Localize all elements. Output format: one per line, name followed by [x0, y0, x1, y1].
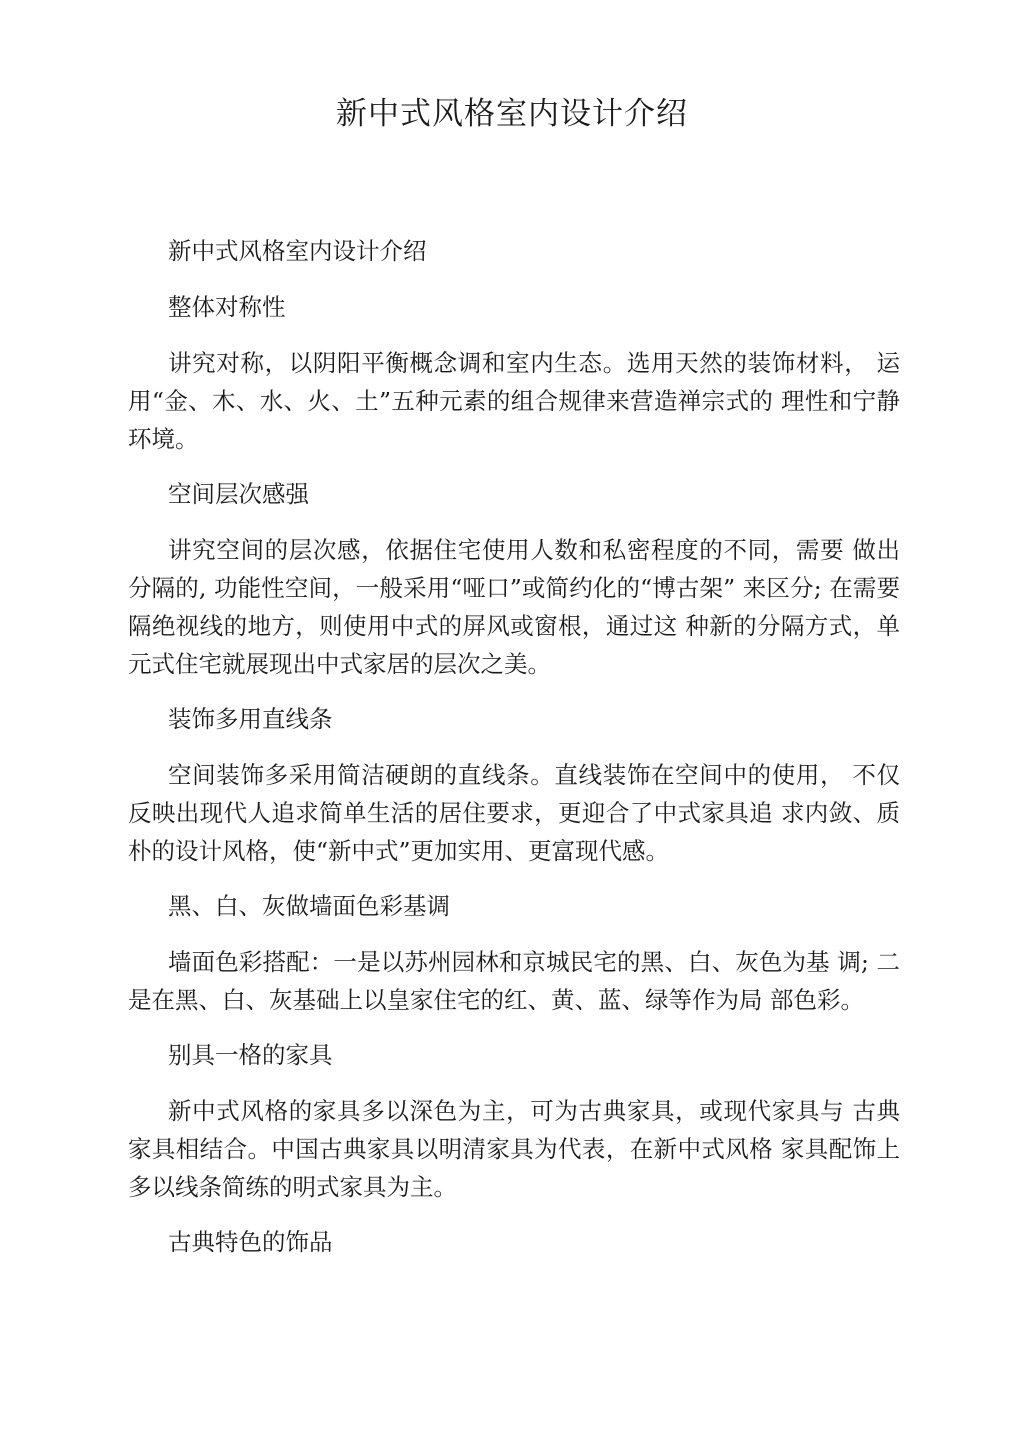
document-title: 新中式风格室内设计介绍 — [336, 96, 688, 132]
section-paragraph: 墙面色彩搭配：一是以苏州园林和京城民宅的黑、白、灰色为基 调; 二是在黑、白、灰基础上以皇家住宅的红、黄、蓝、绿等作为局 部色彩。 — [128, 948, 900, 1014]
document-body — [128, 232, 900, 1261]
section-straight-lines — [128, 700, 900, 870]
section-heading: 空间层次感强 — [168, 480, 309, 508]
section-furniture — [128, 1036, 900, 1206]
section-heading: 黑、白、灰做墙面色彩基调 — [168, 892, 450, 920]
section-paragraph: 讲究对称，以阴阳平衡概念调和室内生态。选用天然的装饰材料， 运用“金、木、水、火、土”五种元素的组合规律来营造禅宗式的 理性和宁静环境。 — [128, 349, 900, 453]
section-heading: 整体对称性 — [168, 293, 286, 321]
section-heading: 装饰多用直线条 — [168, 705, 333, 733]
document-subtitle: 新中式风格室内设计介绍 — [168, 237, 427, 265]
section-paragraph: 新中式风格的家具多以深色为主，可为古典家具，或现代家具与 古典家具相结合。中国古典家具以明清家具为代表，在新中式风格 家具配饰上多以线条简练的明式家具为主。 — [128, 1097, 900, 1201]
section-symmetry — [128, 288, 900, 458]
section-paragraph: 空间装饰多采用简洁硬朗的直线条。直线装饰在空间中的使用， 不仅反映出现代人追求简单生活的居住要求，更迎合了中式家具追 求内敛、质朴的设计风格，使“新中式”更加实用、更富现代感。 — [128, 761, 900, 865]
section-heading: 别具一格的家具 — [168, 1041, 333, 1069]
section-wall-colors — [128, 887, 900, 1019]
section-ornaments — [128, 1223, 900, 1261]
section-paragraph: 讲究空间的层次感，依据住宅使用人数和私密程度的不同，需要 做出分隔的, 功能性空间，一般采用“哑口”或简约化的“博古架” 来区分; 在需要隔绝视线的地方，则使用中式的屏风或窗根，通过这 种新的分隔方式，单元式住宅就展现出中式家居的层次之美。 — [128, 536, 900, 678]
section-heading: 古典特色的饰品 — [168, 1228, 333, 1256]
section-space-layers — [128, 475, 900, 683]
